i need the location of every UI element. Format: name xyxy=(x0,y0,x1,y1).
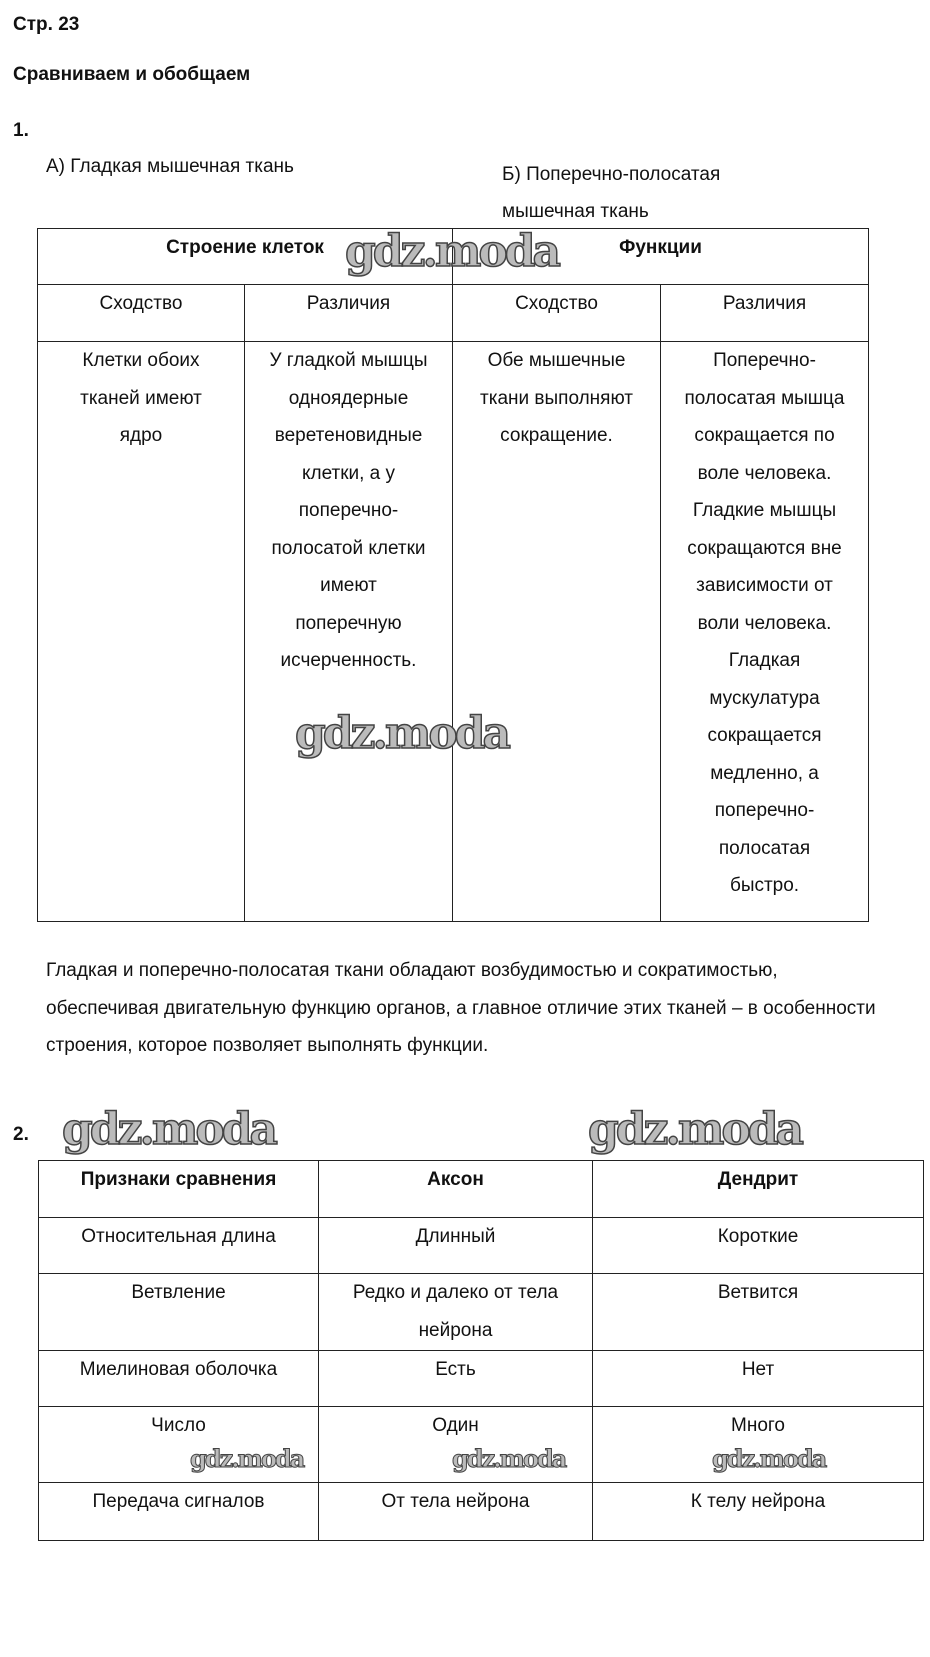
table-cell: Нет xyxy=(593,1351,924,1407)
header-dendrite: Дендрит xyxy=(593,1161,924,1218)
table-row xyxy=(39,1351,924,1407)
table-row xyxy=(39,1218,924,1274)
table-cell: Есть xyxy=(319,1351,593,1407)
option-a: А) Гладкая мышечная ткань xyxy=(46,156,294,177)
watermark-logo: gdz.moda xyxy=(588,1104,802,1155)
table-cell: Много xyxy=(593,1407,924,1483)
table-cell: Обе мышечные ткани выполняют сокращение. xyxy=(453,342,661,922)
table-row xyxy=(38,342,869,922)
table-cell: Ветвление xyxy=(39,1274,319,1351)
table-cell: Короткие xyxy=(593,1218,924,1274)
header-axon: Аксон xyxy=(319,1161,593,1218)
muscle-tissue-table xyxy=(37,228,869,922)
table-cell: Редко и далеко от тела нейрона xyxy=(319,1274,593,1351)
watermark-logo: gdz.moda xyxy=(712,1444,826,1473)
subheader-similarity: Сходство xyxy=(38,285,245,342)
subheader-differences: Различия xyxy=(661,285,869,342)
table-cell: Клетки обоих тканей имеют ядро xyxy=(38,342,245,922)
header-criteria: Признаки сравнения xyxy=(39,1161,319,1218)
table-row xyxy=(39,1483,924,1541)
header-row xyxy=(39,1161,924,1218)
watermark-logo: gdz.moda xyxy=(452,1444,566,1473)
table-cell: У гладкой мышцы одноядерные веретеновидные клетки, а у поперечно- полосатой клетки имеют поперечную исчерченность. xyxy=(245,342,453,922)
section-title: Сравниваем и обобщаем xyxy=(13,64,251,85)
task-2-number: 2. xyxy=(13,1124,29,1145)
option-b: Б) Поперечно-полосатая мышечная ткань xyxy=(502,164,721,222)
table-cell: Поперечно- полосатая мышца сокращается по воле человека. Гладкие мышцы сокращаются вне зависимости от воли человека. Гладкая мускулатура сокращается медленно, а поперечно- полосатая быстро. xyxy=(661,342,869,922)
subheader-similarity: Сходство xyxy=(453,285,661,342)
table-cell: Относительная длина xyxy=(39,1218,319,1274)
watermark-logo: gdz.moda xyxy=(345,226,559,277)
watermark-logo: gdz.moda xyxy=(295,708,509,759)
table-cell: Один xyxy=(319,1407,593,1483)
table-cell: Миелиновая оболочка xyxy=(39,1351,319,1407)
watermark-logo: gdz.moda xyxy=(62,1104,276,1155)
sub-header-row xyxy=(38,285,869,342)
table-cell: К телу нейрона xyxy=(593,1483,924,1541)
task-1-number: 1. xyxy=(13,120,29,141)
subheader-differences: Различия xyxy=(245,285,453,342)
table-cell: Число xyxy=(39,1407,319,1483)
watermark-logo: gdz.moda xyxy=(190,1444,304,1473)
conclusion-text: Гладкая и поперечно-полосатая ткани обладают возбудимостью и сократимостью, обеспечивая двигательную функцию органов, а главное отличие этих тканей – в особенности строения, которое позволяет выполнять функции. xyxy=(46,960,876,1056)
table-cell: От тела нейрона xyxy=(319,1483,593,1541)
table-cell: Ветвится xyxy=(593,1274,924,1351)
table-row xyxy=(39,1274,924,1351)
axon-dendrite-table xyxy=(38,1160,924,1541)
table-cell: Длинный xyxy=(319,1218,593,1274)
table-cell: Передача сигналов xyxy=(39,1483,319,1541)
header-structure: Строение клеток xyxy=(38,229,453,285)
page-label: Стр. 23 xyxy=(13,14,80,35)
header-functions: Функции xyxy=(453,229,869,285)
